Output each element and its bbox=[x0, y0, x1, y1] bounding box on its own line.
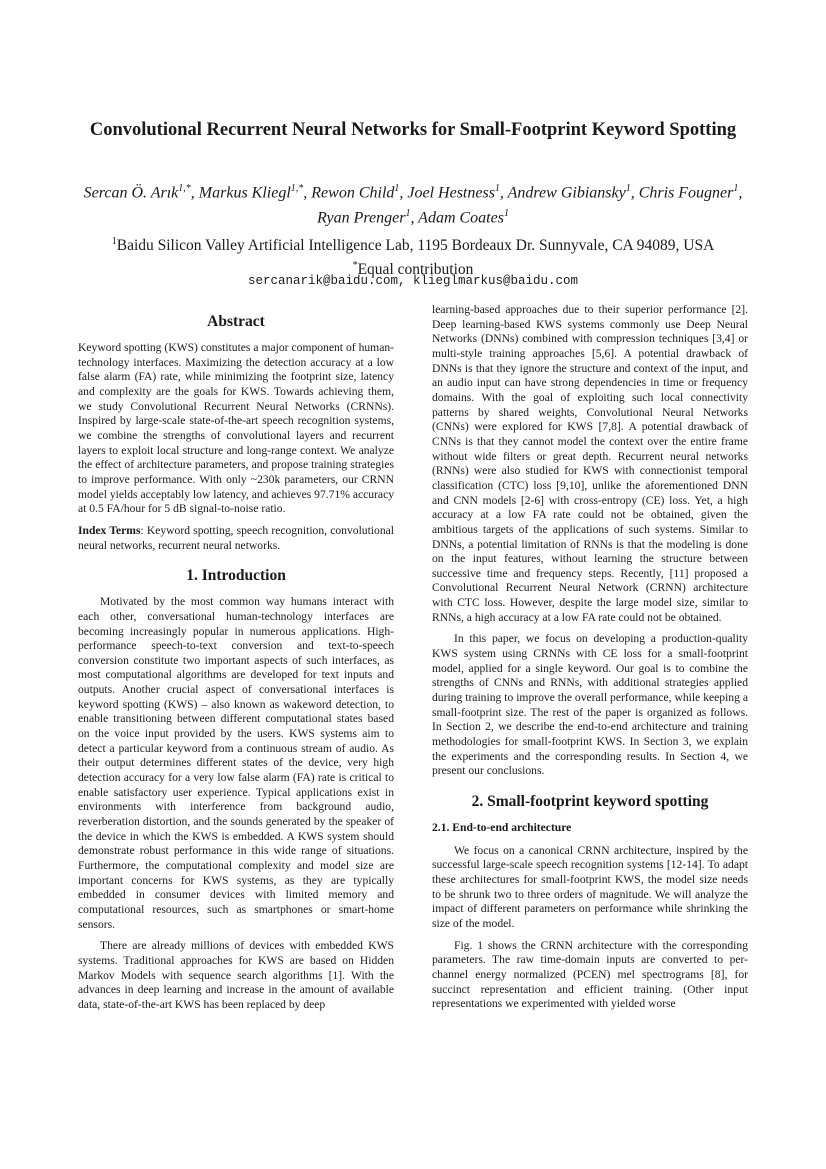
index-terms-text: : Keyword spotting, speech recognition, convolutional neural networks, recurrent neural networks. bbox=[78, 523, 394, 552]
author-list: Sercan Ö. Arık$^{1,*}$, Markus Kliegl$^{1,*}$, Rewon Child$^1$, Joel Hestness$^1$, Andrew Gibiansky$^1$, Chris Fougner$^1$, Ryan Prenger$^1$, Adam Coates$^1$ bbox=[83, 183, 743, 227]
intro-paragraph-1: Motivated by the most common way humans interact with each other, conversational human-technology interfaces are becoming increasingly popular in numerous applications. High-performance speech-to-text conversion and text-to-speech conversion constitute two important aspects of such interfaces, as most computational algorithms are developed for text inputs and outputs. Another crucial aspect of conversational interfaces is keyword spotting (KWS) – also known as wakeword detection, to enable transitioning between different computational states based on the voice input provided by the users. KWS systems aim to detect a particular keyword from a continuous stream of audio. As their output determines different states of the device, very high detection accuracy for a very low false alarm (FA) rate is critical to enable satisfactory user experience. Typical applications exist in environments with interference from background audio, reverberation distortion, and the sounds generated by the speaker of the device in which the KWS is embedded. A KWS system should demonstrate robust performance in this wide range of situations. Furthermore, the computational complexity and model size are important concerns for KWS systems, as they are typically embedded in consumer devices with limited memory and computational resources, such as smartphones or smart-home sensors. bbox=[78, 595, 394, 931]
author-name: Andrew Gibiansky bbox=[507, 184, 626, 202]
author-sup: 1 bbox=[494, 183, 500, 194]
author-name: Joel Hestness bbox=[407, 184, 495, 202]
intro-paragraph-2: There are already millions of devices with embedded KWS systems. Traditional approaches for KWS are based on Hidden Markov Models with sequence search algorithms [1]. With the advances in deep learning and increase in the amount of available data, state-of-the-art KWS has been replaced by deep bbox=[78, 939, 394, 1011]
author-name: Sercan Ö. Arık bbox=[83, 184, 179, 202]
section2-heading: 2. Small-footprint keyword spotting bbox=[471, 793, 709, 810]
author-sup: 1,* bbox=[290, 183, 304, 194]
intro-paragraph-2-continued: learning-based approaches due to their superior performance [2]. Deep learning-based KWS systems commonly use Deep Neural Networks (DNNs) combined with compression techniques [3,4] or multi-style training approaches [5,6]. A potential drawback of DNNs is that they ignore the structure and context of the input, and an audio input can have strong dependencies in time or frequency domains. With the goal of exploiting such local connectivity patterns by shared weights, Convolutional Neural Networks (CNNs) were explored for KWS [7,8]. A potential drawback of CNNs is that they cannot model the context over the entire frame without wide filters or great depth. Recurrent neural networks (RNNs) were also studied for KWS with connectionist temporal classification (CTC) loss [9,10], unlike the aforementioned DNN and CNN models [2-6] with cross-entropy (CE) loss. Yet, a high accuracy at a low FA rate could not be obtained, given the ambitious targets of the applications of such systems. Similar to DNNs, a potential limitation of RNNs is that the modeling is done on the input features, without learning the structure between successive time and frequency steps. Recently, [11] proposed a Convolutional Recurrent Neural Network (CRNN) architecture with CTC loss. However, despite the large model size, similar to RNNs, a high accuracy at a low FA rate could not be obtained. bbox=[432, 303, 748, 624]
affiliation-text: Baidu Silicon Valley Artificial Intelligence Lab, 1195 Bordeaux Dr. Sunnyvale, CA 94089, USA bbox=[116, 237, 715, 255]
abstract-heading: Abstract bbox=[207, 313, 265, 330]
affiliation-sup: 1 bbox=[111, 236, 117, 247]
author-name: Chris Fougner bbox=[638, 184, 734, 202]
author-sup: 1 bbox=[405, 208, 411, 220]
section2-paragraph-2: Fig. 1 shows the CRNN architecture with the corresponding parameters. The raw time-domain inputs are converted to per-channel energy normalized (PCEN) mel spectrograms [8], for succinct representation and efficient training. (Other input representations we experimented with yielded worse bbox=[432, 938, 748, 1011]
author-name: Adam Coates bbox=[418, 209, 504, 227]
index-terms-label: Index Terms bbox=[78, 523, 141, 537]
intro-paragraph-3: In this paper, we focus on developing a production-quality KWS system using CRNNs with CE loss for a small-footprint model, applied for a single keyword. Our goal is to combine the strengths of CNNs and RNNs, with additional strategies applied during training to improve the overall performance, while keeping a small-footprint size. The rest of the paper is organized as follows. In Section 2, we describe the end-to-end architecture and training methodologies for small-footprint KWS. In Section 3, we explain the experiments and the corresponding results. In Section 4, we present our conclusions. bbox=[432, 632, 748, 778]
section2-paragraph-1: We focus on a canonical CRNN architecture, inspired by the successful large-scale speech recognition systems [12-14]. To adapt these architectures for small-footprint KWS, the model size needs to be shrunk two to three orders of magnitude. We will analyze the impact of different parameters on performance while shrinking the size of the model. bbox=[432, 843, 748, 930]
introduction-heading: 1. Introduction bbox=[186, 567, 286, 585]
author-name: Markus Kliegl bbox=[198, 184, 291, 202]
author-emails: sercanarik@baidu.com, klieglmarkus@baidu.com bbox=[247, 274, 579, 288]
equal-contribution-text: Equal contribution bbox=[357, 261, 474, 279]
left-column bbox=[78, 312, 394, 1020]
author-sup: 1 bbox=[733, 183, 739, 194]
author-name: Rewon Child bbox=[311, 184, 395, 202]
affiliation-line bbox=[60, 232, 766, 256]
author-sup: 1 bbox=[625, 183, 631, 194]
author-name: Ryan Prenger bbox=[317, 209, 406, 227]
equal-sup: * bbox=[352, 260, 358, 272]
author-sup: 1 bbox=[503, 208, 509, 220]
index-terms bbox=[78, 524, 394, 553]
right-column bbox=[432, 303, 748, 1019]
paper-title: Convolutional Recurrent Neural Networks for Small-Footprint Keyword Spotting bbox=[89, 120, 737, 140]
subsection-2-1-heading: 2.1. End-to-end architecture bbox=[432, 821, 572, 834]
author-sup: 1 bbox=[394, 183, 400, 194]
author-sup: 1,* bbox=[178, 183, 191, 194]
abstract-text: Keyword spotting (KWS) constitutes a major component of human-technology interfaces. Maximizing the detection accuracy at a low false alarm (FA) rate, while minimizing the footprint size, latency and complexity are the goals for KWS. Towards achieving them, we study Convolutional Recurrent Neural Networks (CRNNs). Inspired by large-scale state-of-the-art speech recognition systems, we combine the strengths of convolutional layers and recurrent layers to exploit local structure and long-range context. We analyze the effect of architecture parameters, and propose training strategies to improve performance. With only ~230k parameters, our CRNN model yields acceptably low latency, and achieves 97.71% accuracy at 0.5 FA/hour for 5 dB signal-to-noise ratio. bbox=[78, 341, 395, 516]
